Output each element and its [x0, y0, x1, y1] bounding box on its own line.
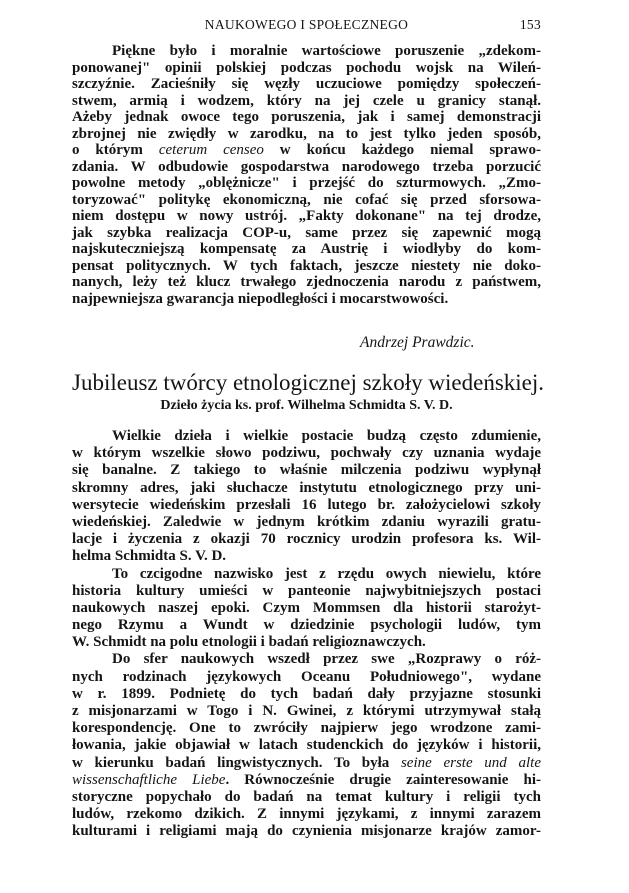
text-line: nanych, leży też klucz trwałego zjednoczenia narodu z państwem, [72, 274, 541, 290]
text-line: pensat politycznych. W tych faktach, jeszcze niestety nie doko- [72, 257, 541, 274]
text-line: szczyźnie. Zacieśniły się węzły uczuciowe pomiędzy społeczeń- [72, 76, 541, 92]
text-line: powolne metody „oblężnicze" i przejść do szturmowych. „Zmo- [72, 175, 541, 191]
article-1-signature: Andrzej Prawdzic. [360, 334, 475, 351]
text-line: naukowych naszej epoki. Czym Mommsen dla historii starożyt- [72, 599, 541, 616]
text-line: kulturami i religiami mają do czynienia misjonarze krajów zamor- [72, 823, 541, 840]
text-line: historia kultury umieści w panteonie najwybitniejszych postaci [72, 582, 541, 599]
italic-phrase: seine erste und alte [400, 754, 541, 771]
text-line: To czcigodne nazwisko jest z rzędu owych niewielu, które [112, 565, 541, 582]
article-2-subtitle: Dzieło życia ks. prof. Wilhelma Schmidta S. V. D. [160, 398, 453, 413]
italic-phrase: wissenschaftliche Liebe [72, 771, 226, 788]
text-line: najskuteczniejszą kompensatę za Austrię i wiodłyby do kom- [72, 241, 541, 257]
text-line [72, 755, 541, 772]
text-line: jak szybka realizacja COP-u, same przez się zapewnić mogą [72, 224, 541, 241]
text-line: ludów, rzekomo dzikich. Z innymi językami, z innymi zarazem [72, 806, 541, 823]
article-2-title: Jubileusz twórcy etnologicznej szkoły wiedeńskiej. [72, 370, 545, 395]
text-line: nych rodzinach językowych Oceanu Południowego", wydane [72, 668, 541, 685]
text-line: niem dostępu w nowy ustrój. „Fakty dokonane" na tej drodze, [72, 208, 541, 224]
text-line: stwem, armią i wodzem, który na jej czele u granicy stanął. [72, 92, 541, 109]
text-line: Ażeby jednak owoce tego poruszenia, jak i samej demonstracji [72, 109, 541, 125]
text-segment: w końcu każdego niemal sprawo- [263, 142, 542, 158]
text-line [72, 142, 541, 159]
text-line: W. Schmidt na polu etnologii i badań religioznawczych. [72, 634, 426, 651]
text-line: toryzować" politykę ekonomiczną, nie cofać się przed sforsowa- [72, 191, 541, 208]
text-line: nego Rzymu a Wundt w dziedzinie psychologii ludów, tym [72, 617, 541, 634]
page-number: 153 [519, 17, 541, 32]
text-line: w którym wszelkie słowo podziwu, pochwały czy uznania wydaje [72, 445, 541, 462]
paragraph [72, 43, 541, 307]
paragraph [72, 651, 541, 840]
text-segment: o którym [72, 142, 159, 158]
text-line: helma Schmidta S. V. D. [72, 548, 227, 565]
text-line: Piękne było i moralnie wartościowe poruszenie „zdekom- [112, 43, 541, 59]
text-segment: . Równocześnie drugie zainteresowanie hi- [225, 771, 541, 788]
paragraph [72, 566, 541, 652]
text-line [72, 772, 541, 789]
text-line: skromny adres, jaki słuchacze instytutu etnologicznego przy uni- [72, 479, 541, 496]
text-line: lacje i życzenia z okazji 70 rocznicy urodzin profesora ks. Wil- [72, 531, 541, 548]
text-line: korespondencję. One to zwróciły najpierw jego wrodzone zami- [72, 720, 541, 737]
text-line: zbrojnej nie zwiędły w zarodku, na to jest tylko jeden sposób, [72, 125, 541, 142]
article-1-body [72, 43, 541, 307]
text-line: wersytecie wiedeńskim przesłali 16 lutego br. założycielowi szkoły [72, 496, 541, 513]
text-line: ponowanej" opinii polskiej podczas pochodu wojsk na Wileń- [72, 59, 541, 76]
text-line: z misjonarzami w Togo i N. Gwinei, z którymi utrzymywał stałą [72, 703, 541, 719]
running-header [72, 17, 541, 35]
text-line: Do sfer naukowych wszedł przez swe „Rozprawy o róż- [112, 651, 541, 668]
text-segment: w kierunku badań lingwistycznych. To była [72, 754, 401, 771]
text-line: w r. 1899. Podnietę do tych badań dały przyjazne stosunki [72, 685, 541, 702]
text-line: się banalne. Z takiego to właśnie milczenia podziwu wypłynął [72, 462, 541, 479]
text-line: najpewniejsza gwarancja niepodległości i mocarstwowości. [72, 290, 449, 307]
running-header-title: NAUKOWEGO I SPOŁECZNEGO [204, 17, 409, 32]
italic-phrase: ceterum censeo [158, 142, 264, 158]
text-line: wiedeńskiej. Zaledwie w jednym krótkim zdaniu wyrazili gratu- [72, 513, 541, 530]
article-2-body [72, 428, 541, 841]
paragraph [72, 428, 541, 566]
text-line: łowania, jakie objawiał w latach studenckich do języków i historii, [72, 737, 541, 754]
text-line: zdania. W odbudowie gospodarstwa narodowego trzeba porzucić [72, 158, 541, 175]
text-line: Wielkie dzieła i wielkie postacie budzą często zdumienie, [112, 428, 541, 444]
text-line: storyczne popychało do badań na temat kultury i religii tych [72, 788, 541, 805]
